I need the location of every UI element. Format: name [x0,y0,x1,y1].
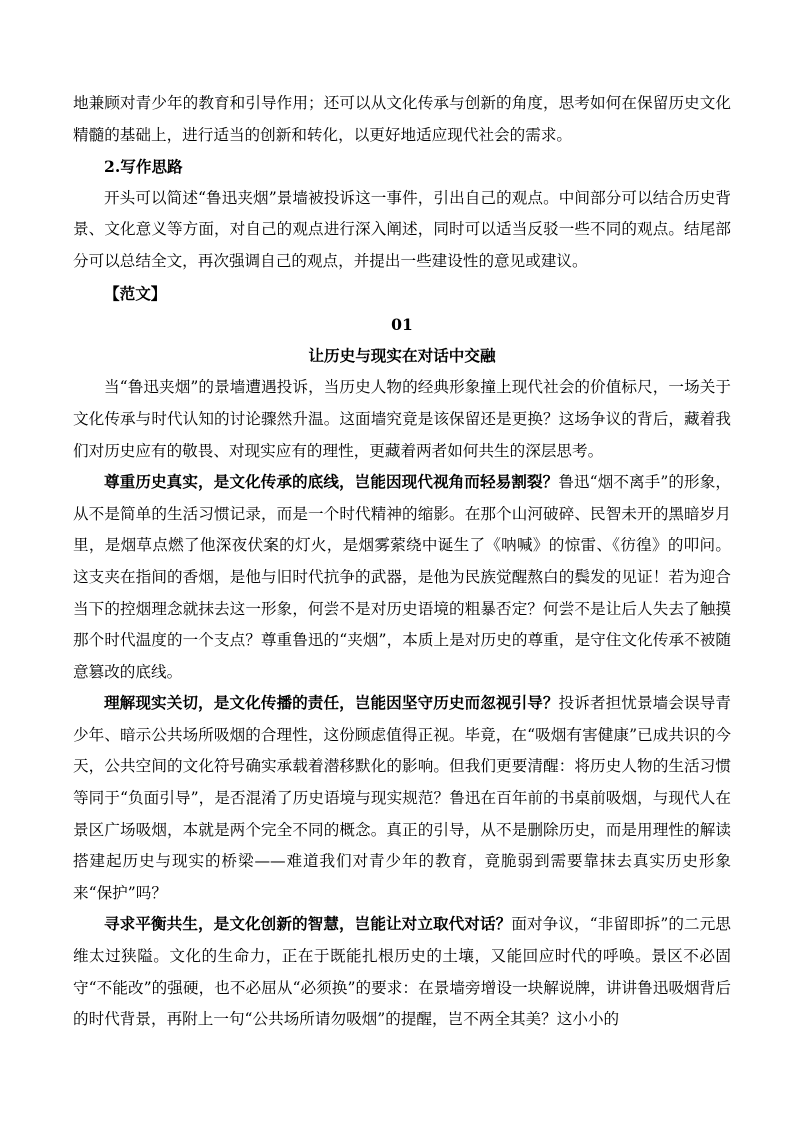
intro-tail-paragraph: 地兼顾对青少年的教育和引导作用；还可以从文化传承与创新的角度，思考如何在保留历史文化精髓的基础上，进行适当的创新和转化，以更好地适应现代社会的需求。 [73,94,731,144]
paragraph-1-body: 当“鲁迅夹烟”的景墙遭遇投诉，当历史人物的经典形象撞上现代社会的价值标尺，一场关于文化传承与时代认知的讨论骤然升温。这面墙究竟是该保留还是更换？这场争议的背后，藏着我们对历史应有的敬畏、对现实应有的理性，更藏着两者如何共生的深层思考。 [73,378,731,460]
essay-number: 01 [391,315,413,335]
paragraph-3-topic-sentence: 理解现实关切，是文化传播的责任，岂能因坚守历史而忽视引导？ [104,694,559,713]
writing-approach-paragraph: 开头可以简述“鲁迅夹烟”景墙被投诉这一事件，引出自己的观点。中间部分可以结合历史背景、文化意义等方面，对自己的观点进行深入阐述，同时可以适当反驳一些不同的观点。结尾部分可以总结全文，再次强调自己的观点，并提出一些建设性的意见或建议。 [73,188,731,270]
essay-paragraph-3 [73,688,731,909]
model-essay-label: 【范文】 [104,283,167,303]
document-body [73,88,731,1036]
essay-title: 让历史与现实在对话中交融 [308,346,496,365]
paragraph-2-topic-sentence: 尊重历史真实，是文化传承的底线，岂能因现代视角而轻易割裂？ [104,473,559,492]
essay-paragraph-1 [73,372,731,467]
essay-paragraph-2 [73,467,731,688]
paragraph-3-body: 投诉者担忧景墙会误导青少年、暗示公共场所吸烟的合理性，这份顾虑值得正视。毕竟，在“吸烟有害健康”已成共识的今天，公共空间的文化符号确实承载着潜移默化的影响。但我们更要清醒：将历史人物的生活习惯等同于“负面引导”，是否混淆了历史语境与现实规范？鲁迅在百年前的书桌前吸烟，与现代人在景区广场吸烟，本就是两个完全不同的概念。真正的引导，从不是删除历史，而是用理性的解读搭建起历史与现实的桥梁——难道我们对青少年的教育，竟脆弱到需要靠抹去真实历史形象来“保护”吗？ [73,694,731,902]
paragraph-2-body: 鲁迅“烟不离手”的形象，从不是简单的生活习惯记录，而是一个时代精神的缩影。在那个山河破碎、民智未开的黑暗岁月里，是烟草点燃了他深夜伏案的灯火，是烟雾萦绕中诞生了《呐喊》的惊雷、《彷徨》的叩问。这支夹在指间的香烟，是他与旧时代抗争的武器，是他为民族觉醒熬白的鬓发的见证！若为迎合当下的控烟理念就抹去这一形象，何尝不是对历史语境的粗暴否定？何尝不是让后人失去了触摸那个时代温度的一个支点？尊重鲁迅的“夹烟”，本质上是对历史的尊重，是守住文化传承不被随意篡改的底线。 [73,473,731,681]
paragraph-4-body: 面对争议，“非留即拆”的二元思维太过狭隘。文化的生命力，正在于既能扎根历史的土壤，又能回应时代的呼唤。景区不必固守“不能改”的强硬，也不必屈从“必须换”的要求：在景墙旁增设一块解说牌，讲讲鲁迅吸烟背后的时代背景，再附上一句“公共场所请勿吸烟”的提醒，岂不两全其美？这小小的 [73,915,731,1029]
section-heading-writing-approach: 2.写作思路 [104,157,183,177]
paragraph-4-topic-sentence: 寻求平衡共生，是文化创新的智慧，岂能让对立取代对话？ [104,915,512,934]
essay-paragraph-4 [73,909,731,1035]
